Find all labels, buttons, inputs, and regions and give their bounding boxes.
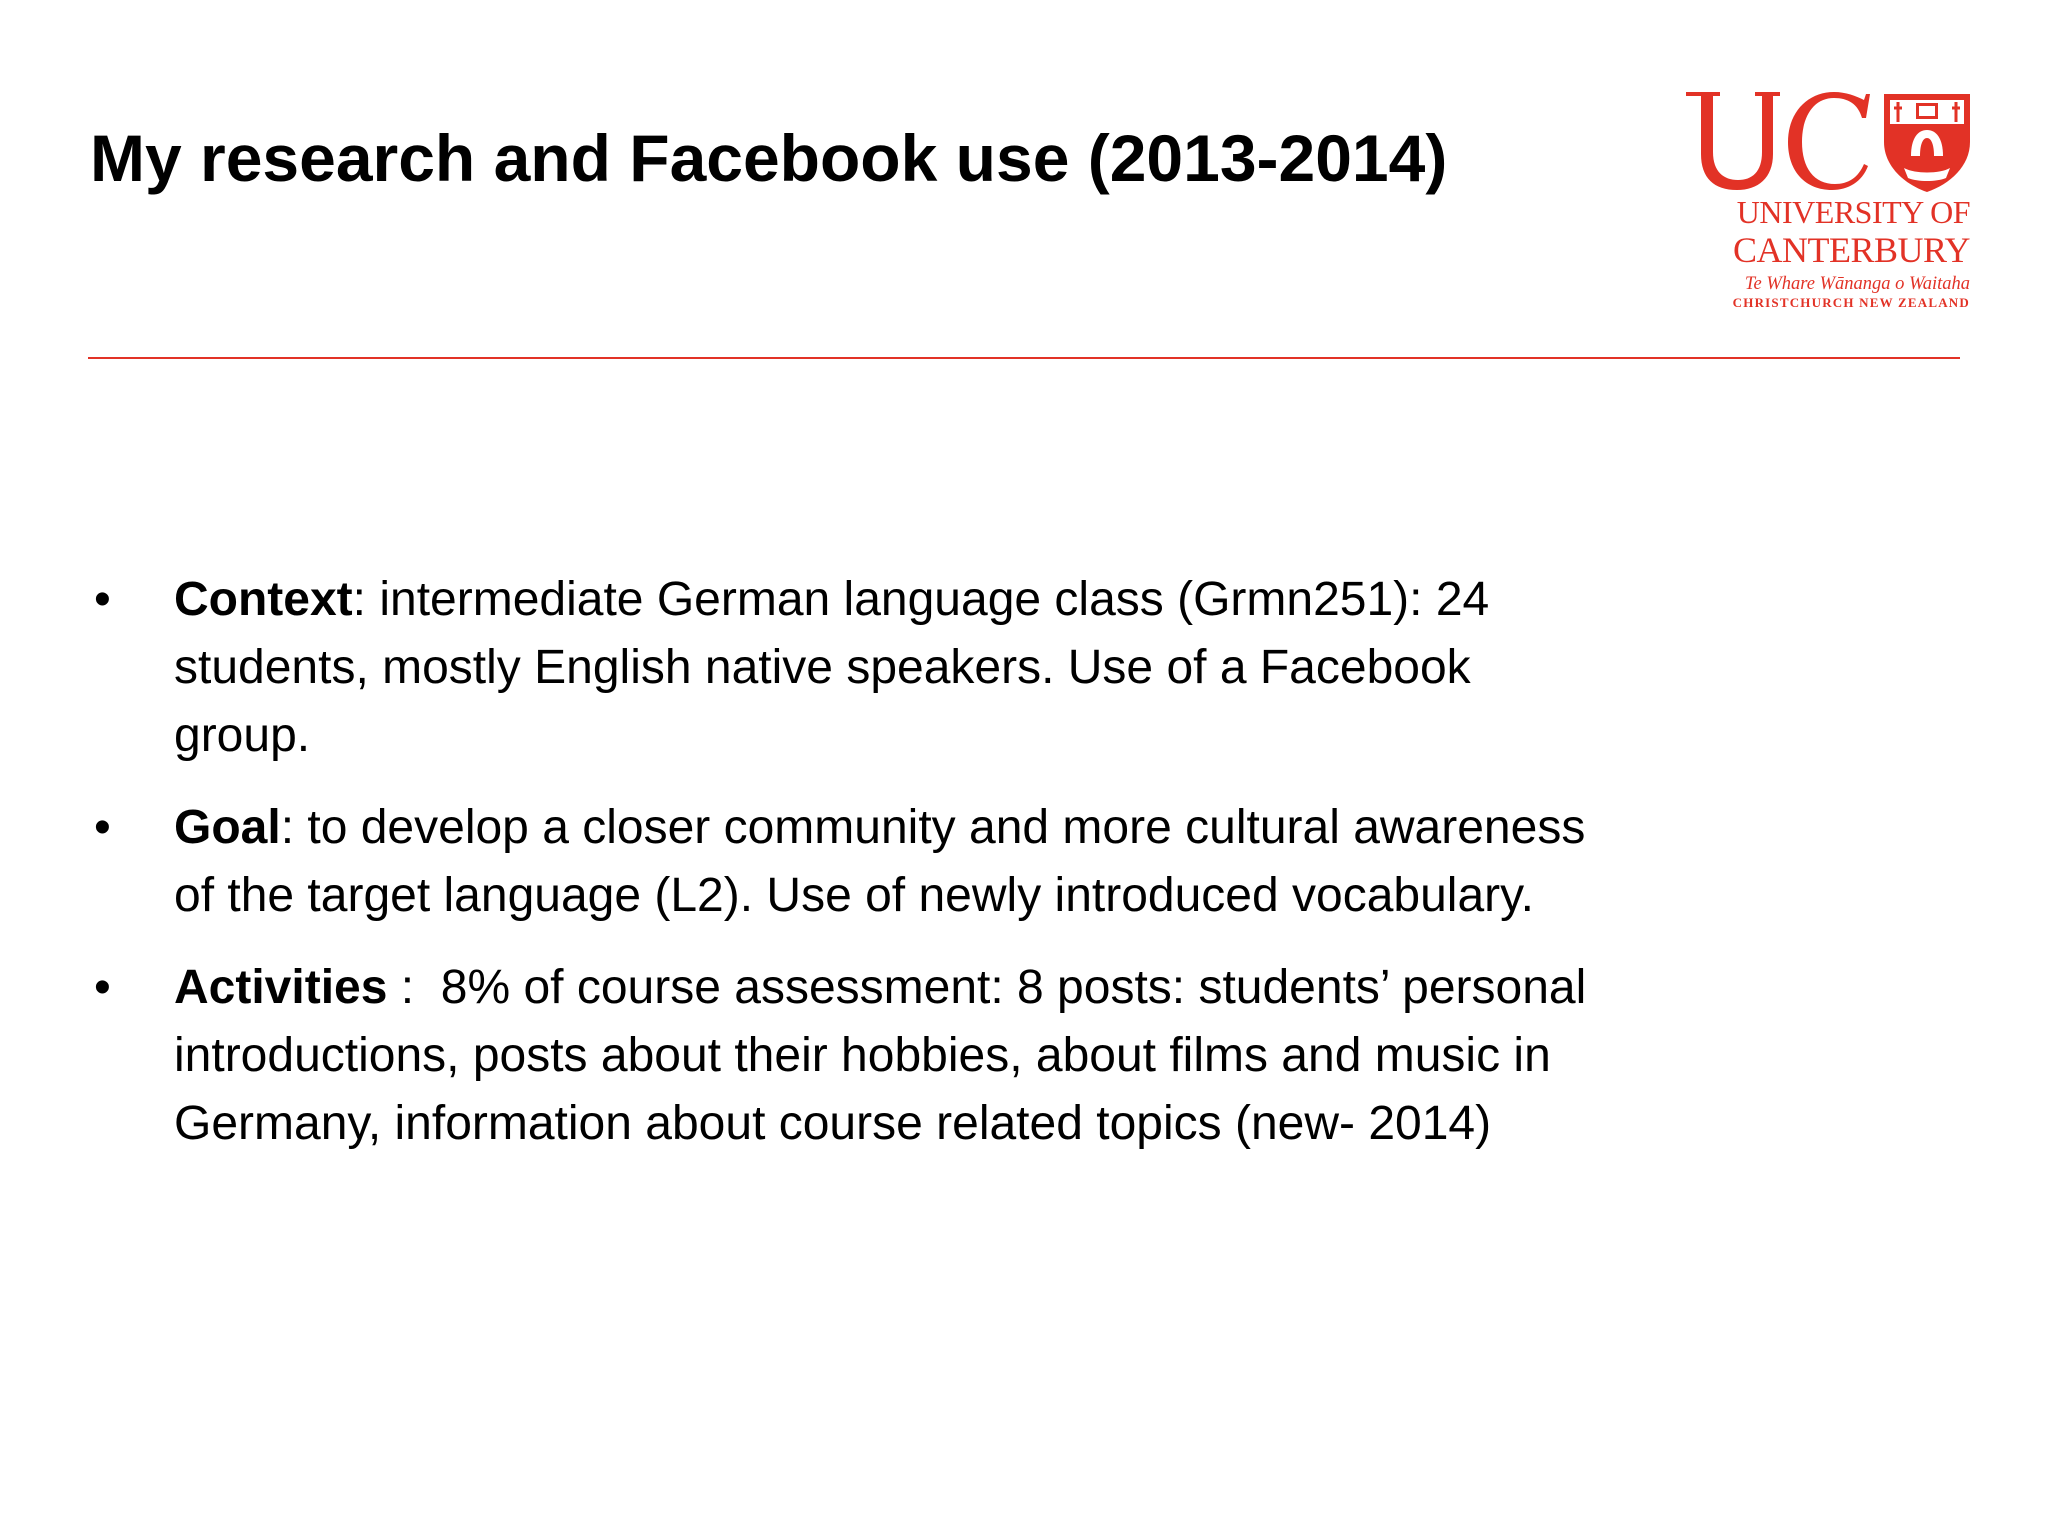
uc-monogram	[1680, 88, 1970, 194]
bullet-activities	[90, 954, 1590, 1158]
letter-c-mark	[1788, 92, 1870, 190]
bullet-marker: •	[94, 961, 111, 1014]
logo-canterbury: CANTERBURY	[1732, 230, 1970, 270]
bullet-context	[90, 566, 1590, 770]
bullet-text: to develop a closer community and more cultural awareness of the target language (L2). Use of newly introduced vocabulary.	[174, 801, 1586, 922]
bullet-list	[90, 566, 1590, 1182]
bullet-text: intermediate German language class (Grmn251): 24 students, mostly English native speakers. Use of a Facebook group.	[174, 573, 1490, 762]
bullet-term: Activities	[174, 961, 388, 1014]
title-divider	[88, 357, 1960, 359]
bullet-separator: :	[280, 801, 308, 854]
logo-university-of: UNIVERSITY OF	[1736, 194, 1970, 230]
bullet-marker: •	[94, 573, 111, 626]
bullet-term: Context	[174, 573, 353, 626]
letter-u-mark	[1686, 92, 1780, 190]
bullet-goal	[90, 794, 1590, 930]
slide-title: My research and Facebook use (2013-2014)	[90, 121, 1448, 195]
bullet-marker: •	[94, 801, 111, 854]
logo-location: CHRISTCHURCH NEW ZEALAND	[1732, 295, 1970, 310]
logo-maori-name: Te Whare Wānanga o Waitaha	[1744, 274, 1970, 294]
bullet-term: Goal	[174, 801, 281, 854]
bullet-separator: :	[352, 573, 380, 626]
bullet-separator: :	[387, 961, 441, 1014]
university-logo	[1680, 88, 1970, 318]
bullet-text: 8% of course assessment: 8 posts: students’ personal introductions, posts about their hobbies, about films and music in Germany, information about course related topics (new- 2014)	[174, 961, 1587, 1150]
university-crest-icon	[1884, 94, 1970, 192]
